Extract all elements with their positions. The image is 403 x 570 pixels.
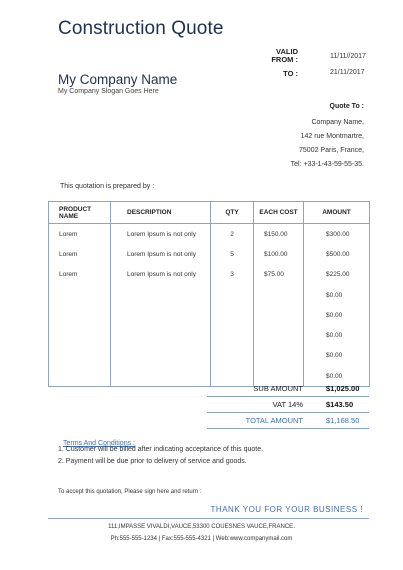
sub-amount-row xyxy=(207,381,369,397)
footer-divider xyxy=(48,518,369,519)
amount-cell: $0.00 xyxy=(304,366,370,387)
sub-amount-value: $1,025.00 xyxy=(326,384,360,393)
each-cost-cell: $75.00 xyxy=(254,265,304,285)
description-cell xyxy=(111,305,211,325)
terms-title: Terms And Conditions : xyxy=(63,440,135,447)
company-name: My Company Name xyxy=(58,72,178,87)
quote-to-label: Quote To : xyxy=(329,103,364,110)
qty-cell xyxy=(211,325,254,345)
valid-from-label: VALID FROM : xyxy=(271,47,298,64)
table-row xyxy=(49,325,370,345)
amount-cell: $0.00 xyxy=(304,305,370,325)
totals-block xyxy=(207,381,369,429)
product-cell: Lorem xyxy=(49,265,111,285)
vat-label: VAT 14% xyxy=(272,400,303,409)
vat-value: $143.50 xyxy=(326,400,354,409)
amount-cell: $0.00 xyxy=(304,285,370,305)
qty-cell xyxy=(211,346,254,366)
terms-item: 1. Customer will be billed after indicating acceptance of this quote. xyxy=(58,446,264,453)
sign-instruction: To accept this quotation, Please sign here and return : xyxy=(58,489,202,495)
page-title: Construction Quote xyxy=(58,18,224,39)
table-row xyxy=(49,305,370,325)
table-row xyxy=(49,265,370,285)
each-cost-cell xyxy=(254,325,304,345)
column-header-product: PRODUCT NAME xyxy=(49,202,111,224)
total-amount-row xyxy=(207,413,369,429)
column-header-qty: QTY xyxy=(211,202,254,224)
each-cost-cell: $100.00 xyxy=(254,244,304,264)
product-cell xyxy=(49,366,111,387)
prepared-by: This quotation is prepared by : xyxy=(60,183,155,190)
amount-cell: $225.00 xyxy=(304,265,370,285)
description-cell xyxy=(111,346,211,366)
table-row xyxy=(49,346,370,366)
quote-to-line: 142 rue Montmartre, xyxy=(300,133,364,140)
quote-to-line: 75002 Paris, France, xyxy=(299,147,364,154)
product-cell xyxy=(49,305,111,325)
product-cell xyxy=(49,346,111,366)
quote-to-line: Company Name, xyxy=(311,119,364,126)
footer-contact: Ph:555-555-1234 | Fax:555-555-4321 | Web:www.companymail.com xyxy=(110,536,293,542)
footer-address: 111,IMPASSE VIVALDI,VAUCE,53300 COUESNES VAUCE,FRANCE. xyxy=(108,524,295,530)
table-row xyxy=(49,244,370,264)
company-slogan: My Company Slogan Goes Here xyxy=(58,88,159,95)
column-header-description: DESCRIPTION xyxy=(111,202,211,224)
total-amount-value: $1,168.50 xyxy=(326,416,360,425)
description-cell xyxy=(111,285,211,305)
qty-cell: 3 xyxy=(211,265,254,285)
column-header-amount: AMOUNT xyxy=(304,202,370,224)
table-row xyxy=(49,285,370,305)
product-cell: Lorem xyxy=(49,224,111,245)
description-cell: Lorem Ipsum is not only xyxy=(111,244,211,264)
thank-you-message: THANK YOU FOR YOUR BUSINESS ! xyxy=(210,505,363,514)
total-amount-label: TOTAL AMOUNT xyxy=(245,416,303,425)
description-cell: Lorem Ipsum is not only xyxy=(111,265,211,285)
quote-to-line: Tel: +33-1-43-59-55-35. xyxy=(290,161,364,168)
terms-item: 2. Payment will be due prior to delivery of service and goods. xyxy=(58,458,247,465)
valid-to-value: 21/11/2017 xyxy=(330,69,365,76)
qty-cell: 5 xyxy=(211,244,254,264)
each-cost-cell xyxy=(254,305,304,325)
product-cell xyxy=(49,325,111,345)
amount-cell: $0.00 xyxy=(304,346,370,366)
product-cell: Lorem xyxy=(49,244,111,264)
amount-cell: $0.00 xyxy=(304,325,370,345)
vat-row xyxy=(207,397,369,413)
description-cell xyxy=(111,325,211,345)
sub-amount-label: SUB AMOUNT xyxy=(253,384,303,393)
table-row xyxy=(49,224,370,245)
valid-from-value: 11/11//2017 xyxy=(330,53,366,60)
description-cell: Lorem Ipsum is not only xyxy=(111,224,211,245)
qty-cell: 2 xyxy=(211,224,254,245)
product-cell xyxy=(49,285,111,305)
table-header-row xyxy=(49,202,370,224)
each-cost-cell xyxy=(254,285,304,305)
amount-cell: $500.00 xyxy=(304,244,370,264)
column-header-each-cost: EACH COST xyxy=(254,202,304,224)
description-cell xyxy=(111,366,211,387)
qty-cell xyxy=(211,285,254,305)
amount-cell: $300.00 xyxy=(304,224,370,245)
qty-cell xyxy=(211,305,254,325)
items-table xyxy=(48,201,370,387)
each-cost-cell xyxy=(254,346,304,366)
each-cost-cell: $150.00 xyxy=(254,224,304,245)
valid-to-label: TO : xyxy=(283,69,298,78)
